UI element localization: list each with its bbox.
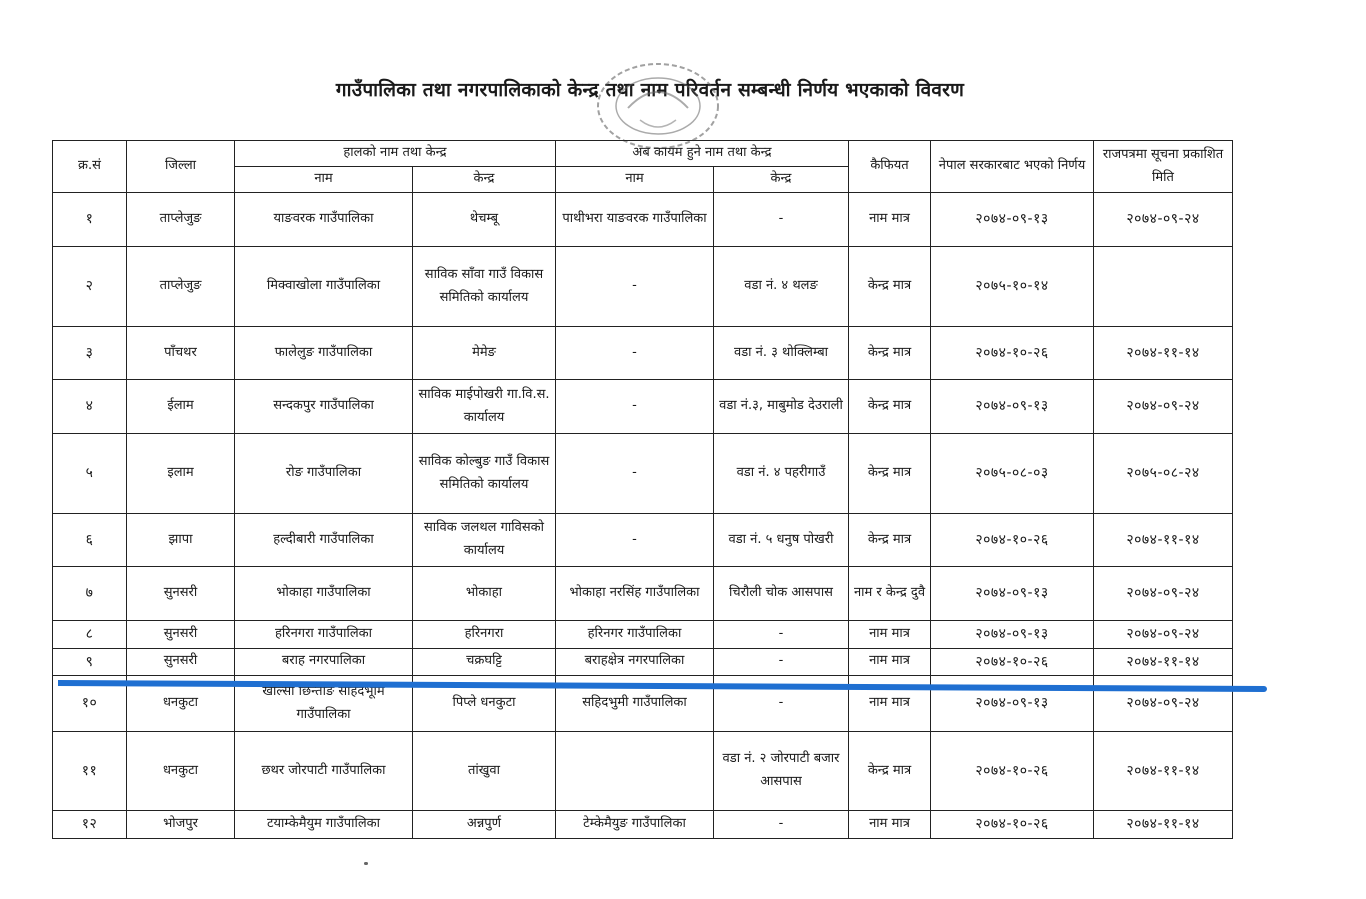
cell-sn: १० bbox=[53, 676, 127, 732]
header-district: जिल्ला bbox=[127, 141, 235, 193]
cell-remarks: नाम मात्र bbox=[849, 676, 931, 732]
cell-current-center: थेचम्बू bbox=[413, 193, 556, 247]
cell-decision-date: २०७४-१०-२६ bbox=[931, 811, 1094, 839]
cell-district: पाँचथर bbox=[127, 327, 235, 380]
cell-district: ईलाम bbox=[127, 380, 235, 434]
table-row bbox=[53, 193, 1233, 247]
cell-current-name: फालेलुङ गाउँपालिका bbox=[235, 327, 413, 380]
table-row bbox=[53, 434, 1233, 514]
cell-new-name: पाथीभरा याङवरक गाउँपालिका bbox=[556, 193, 714, 247]
cell-district: धनकुटा bbox=[127, 676, 235, 732]
cell-remarks: केन्द्र मात्र bbox=[849, 247, 931, 327]
cell-new-name: सहिदभुमी गाउँपालिका bbox=[556, 676, 714, 732]
cell-remarks: केन्द्र मात्र bbox=[849, 732, 931, 811]
header-decision: नेपाल सरकारबाट भएको निर्णय bbox=[931, 141, 1094, 193]
cell-district: सुनसरी bbox=[127, 648, 235, 676]
cell-new-center: - bbox=[714, 811, 849, 839]
cell-decision-date: २०७४-०९-१३ bbox=[931, 193, 1094, 247]
cell-district: झापा bbox=[127, 514, 235, 567]
cell-remarks: नाम मात्र bbox=[849, 193, 931, 247]
speck-mark bbox=[364, 862, 368, 865]
cell-current-center: पिप्ले धनकुटा bbox=[413, 676, 556, 732]
cell-district: ताप्लेजुङ bbox=[127, 193, 235, 247]
cell-remarks: केन्द्र मात्र bbox=[849, 434, 931, 514]
cell-decision-date: २०७५-०८-०३ bbox=[931, 434, 1094, 514]
cell-decision-date: २०७४-०९-१३ bbox=[931, 380, 1094, 434]
cell-new-center: वडा नं. २ जोरपाटी बजार आसपास bbox=[714, 732, 849, 811]
cell-new-center: चिरौली चोक आसपास bbox=[714, 567, 849, 621]
cell-district: भोजपुर bbox=[127, 811, 235, 839]
cell-current-name: रोङ गाउँपालिका bbox=[235, 434, 413, 514]
cell-current-center: भोकाहा bbox=[413, 567, 556, 621]
cell-new-center: वडा नं. ४ पहरीगाउँ bbox=[714, 434, 849, 514]
header-current-group: हालको नाम तथा केन्द्र bbox=[235, 141, 556, 167]
header-current-center: केन्द्र bbox=[413, 167, 556, 193]
cell-decision-date: २०७४-०९-१३ bbox=[931, 676, 1094, 732]
table-row bbox=[53, 676, 1233, 732]
cell-new-center: - bbox=[714, 193, 849, 247]
cell-new-name bbox=[556, 732, 714, 811]
cell-current-name: भोकाहा गाउँपालिका bbox=[235, 567, 413, 621]
cell-decision-date: २०७४-१०-२६ bbox=[931, 327, 1094, 380]
header-new-name: नाम bbox=[556, 167, 714, 193]
cell-current-name: टयाम्केमैयुम गाउँपालिका bbox=[235, 811, 413, 839]
cell-new-name: - bbox=[556, 514, 714, 567]
header-new-group: अब कायम हुने नाम तथा केन्द्र bbox=[556, 141, 849, 167]
cell-current-name: हल्दीबारी गाउँपालिका bbox=[235, 514, 413, 567]
table-row bbox=[53, 621, 1233, 649]
municipality-table bbox=[52, 140, 1233, 839]
cell-current-name: हरिनगरा गाउँपालिका bbox=[235, 621, 413, 649]
cell-district: धनकुटा bbox=[127, 732, 235, 811]
header-gazette: राजपत्रमा सूचना प्रकाशित मिति bbox=[1094, 141, 1233, 193]
cell-current-center: साविक जलथल गाविसको कार्यालय bbox=[413, 514, 556, 567]
cell-gazette-date: २०७४-०९-२४ bbox=[1094, 193, 1233, 247]
cell-sn: ११ bbox=[53, 732, 127, 811]
table-row bbox=[53, 514, 1233, 567]
cell-new-name: टेम्केमैयुङ गाउँपालिका bbox=[556, 811, 714, 839]
cell-sn: ४ bbox=[53, 380, 127, 434]
cell-gazette-date: २०७५-०८-२४ bbox=[1094, 434, 1233, 514]
cell-current-center: साविक माईपोखरी गा.वि.स. कार्यालय bbox=[413, 380, 556, 434]
cell-current-name: सन्दकपुर गाउँपालिका bbox=[235, 380, 413, 434]
cell-new-center: - bbox=[714, 648, 849, 676]
cell-gazette-date: २०७४-०९-२४ bbox=[1094, 621, 1233, 649]
cell-new-center: वडा नं.३, माबुमोड देउराली bbox=[714, 380, 849, 434]
cell-sn: २ bbox=[53, 247, 127, 327]
table-header bbox=[53, 141, 1233, 193]
cell-gazette-date: २०७४-११-१४ bbox=[1094, 327, 1233, 380]
table-row bbox=[53, 648, 1233, 676]
cell-current-name: मिक्वाखोला गाउँपालिका bbox=[235, 247, 413, 327]
cell-sn: ७ bbox=[53, 567, 127, 621]
cell-sn: १२ bbox=[53, 811, 127, 839]
header-new-center: केन्द्र bbox=[714, 167, 849, 193]
cell-new-center: वडा नं. ५ धनुष पोखरी bbox=[714, 514, 849, 567]
cell-sn: ३ bbox=[53, 327, 127, 380]
table-row bbox=[53, 567, 1233, 621]
cell-current-center: अन्नपुर्ण bbox=[413, 811, 556, 839]
cell-current-name: बराह नगरपालिका bbox=[235, 648, 413, 676]
cell-sn: ५ bbox=[53, 434, 127, 514]
cell-remarks: नाम र केन्द्र दुवै bbox=[849, 567, 931, 621]
cell-decision-date: २०७४-०९-१३ bbox=[931, 567, 1094, 621]
cell-gazette-date: २०७४-११-१४ bbox=[1094, 732, 1233, 811]
header-current-name: नाम bbox=[235, 167, 413, 193]
cell-current-center: चक्रघट्टि bbox=[413, 648, 556, 676]
cell-current-name: खाल्सा छिन्ताङ सहिदभूमि गाउँपालिका bbox=[235, 676, 413, 732]
cell-current-center: तांखुवा bbox=[413, 732, 556, 811]
cell-current-name: याङवरक गाउँपालिका bbox=[235, 193, 413, 247]
table-row bbox=[53, 380, 1233, 434]
cell-current-center: हरिनगरा bbox=[413, 621, 556, 649]
cell-decision-date: २०७४-१०-२६ bbox=[931, 648, 1094, 676]
header-remarks: कैफियत bbox=[849, 141, 931, 193]
cell-gazette-date: २०७४-०९-२४ bbox=[1094, 380, 1233, 434]
page-title: गाउँपालिका तथा नगरपालिकाको केन्द्र तथा नाम परिवर्तन सम्बन्धी निर्णय भएकाको विवरण bbox=[335, 79, 965, 101]
cell-district: सुनसरी bbox=[127, 567, 235, 621]
cell-district: सुनसरी bbox=[127, 621, 235, 649]
cell-gazette-date bbox=[1094, 247, 1233, 327]
cell-gazette-date: २०७४-११-१४ bbox=[1094, 514, 1233, 567]
cell-gazette-date: २०७४-०९-२४ bbox=[1094, 676, 1233, 732]
cell-decision-date: २०७५-१०-१४ bbox=[931, 247, 1094, 327]
cell-new-name: - bbox=[556, 434, 714, 514]
cell-remarks: नाम मात्र bbox=[849, 648, 931, 676]
cell-sn: ६ bbox=[53, 514, 127, 567]
table-row bbox=[53, 811, 1233, 839]
cell-district: इलाम bbox=[127, 434, 235, 514]
table-body bbox=[53, 193, 1233, 839]
cell-new-name: - bbox=[556, 247, 714, 327]
cell-remarks: नाम मात्र bbox=[849, 811, 931, 839]
table-row bbox=[53, 247, 1233, 327]
cell-remarks: केन्द्र मात्र bbox=[849, 327, 931, 380]
cell-new-name: - bbox=[556, 380, 714, 434]
cell-remarks: नाम मात्र bbox=[849, 621, 931, 649]
table-row bbox=[53, 327, 1233, 380]
cell-new-name: बराहक्षेत्र नगरपालिका bbox=[556, 648, 714, 676]
cell-district: ताप्लेजुङ bbox=[127, 247, 235, 327]
cell-decision-date: २०७४-०९-१३ bbox=[931, 621, 1094, 649]
cell-current-center: मेमेङ bbox=[413, 327, 556, 380]
cell-decision-date: २०७४-१०-२६ bbox=[931, 732, 1094, 811]
cell-sn: १ bbox=[53, 193, 127, 247]
cell-gazette-date: २०७४-११-१४ bbox=[1094, 811, 1233, 839]
cell-new-center: वडा नं. ३ थोक्लिम्बा bbox=[714, 327, 849, 380]
cell-gazette-date: २०७४-११-१४ bbox=[1094, 648, 1233, 676]
cell-gazette-date: २०७४-०९-२४ bbox=[1094, 567, 1233, 621]
cell-new-name: भोकाहा नरसिंह गाउँपालिका bbox=[556, 567, 714, 621]
cell-new-name: - bbox=[556, 327, 714, 380]
cell-current-center: साविक साँवा गाउँ विकास समितिको कार्यालय bbox=[413, 247, 556, 327]
header-sn: क्र.सं bbox=[53, 141, 127, 193]
cell-current-center: साविक कोल्बुङ गाउँ विकास समितिको कार्यालय bbox=[413, 434, 556, 514]
cell-remarks: केन्द्र मात्र bbox=[849, 514, 931, 567]
cell-new-center: वडा नं. ४ थलङ bbox=[714, 247, 849, 327]
cell-remarks: केन्द्र मात्र bbox=[849, 380, 931, 434]
cell-decision-date: २०७४-१०-२६ bbox=[931, 514, 1094, 567]
cell-new-center: - bbox=[714, 621, 849, 649]
cell-new-name: हरिनगर गाउँपालिका bbox=[556, 621, 714, 649]
cell-current-name: छथर जोरपाटी गाउँपालिका bbox=[235, 732, 413, 811]
cell-sn: ९ bbox=[53, 648, 127, 676]
table-row bbox=[53, 732, 1233, 811]
cell-sn: ८ bbox=[53, 621, 127, 649]
cell-new-center: - bbox=[714, 676, 849, 732]
